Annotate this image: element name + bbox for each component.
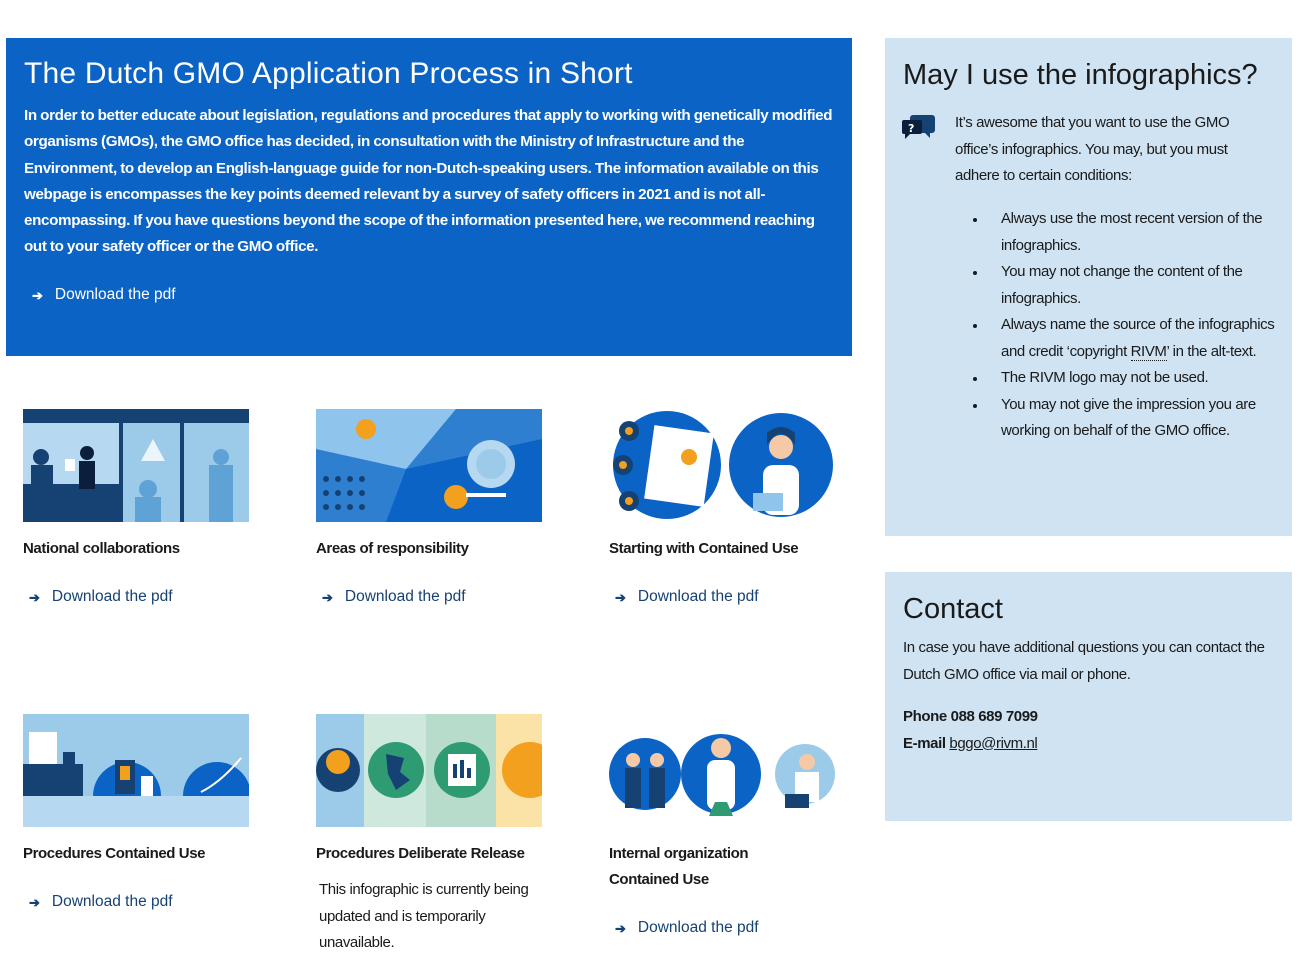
card-caption: Starting with Contained Use xyxy=(609,540,799,557)
infographic-card-starting-contained-use xyxy=(609,409,835,606)
download-label: Download the pdf xyxy=(637,919,759,936)
card-caption: Areas of responsibility xyxy=(316,540,469,557)
card-download-link[interactable] xyxy=(322,588,548,606)
contact-text: In case you have additional questions you can contact the Dutch GMO office via mail or phone. xyxy=(903,639,1265,683)
list-item: • You may not give the impression you are working on behalf of the GMO office. xyxy=(987,392,1287,445)
list-item: • Always use the most recent version of the infographics. xyxy=(987,206,1287,259)
email-link[interactable]: bggo@rivm.nl xyxy=(949,734,1038,752)
chat-question-icon xyxy=(902,113,936,141)
list-item-tail: ’ in the alt-text. xyxy=(1166,342,1257,360)
phone-line xyxy=(903,704,1274,731)
arrow-right-icon: ➔ xyxy=(615,589,626,605)
arrow-right-icon: ➔ xyxy=(615,920,626,936)
arrow-right-icon: ➔ xyxy=(29,894,40,910)
infographic-card-internal-organization xyxy=(609,714,835,937)
procedures-contained-use-thumbnail[interactable] xyxy=(23,714,249,827)
infographics-usage-title: May I use the infographics? xyxy=(903,59,1258,91)
national-collaborations-thumbnail[interactable] xyxy=(23,409,249,522)
intro-text: In order to better educate about legislation, regulations and procedures that apply to working with genetically modified organisms (GMOs), the GMO office has decided, in consultation with the Ministry of Infrastructure and the Environment, to develop an English-language guide for non-Dutch-speaking users. The information available on this webpage is encompasses the key points deemed relevant by a survey of safety officers in 2021 and is not all-encompassing. If you have questions beyond the scope of the information presented here, we recommend reaching out to your safety officer or the GMO office. xyxy=(24,107,833,256)
card-caption: National collaborations xyxy=(23,540,180,557)
infographics-usage-intro: It’s awesome that you want to use the GMO office’s infographics. You may, but you must adhere to certain conditions: xyxy=(955,114,1230,184)
svg-text:?: ? xyxy=(908,122,915,135)
arrow-right-icon: ➔ xyxy=(322,589,333,605)
email-label: E-mail xyxy=(903,734,946,752)
card-caption: Procedures Deliberate Release xyxy=(316,845,525,862)
usage-conditions-list xyxy=(925,206,1287,445)
infographic-card-areas-of-responsibility xyxy=(316,409,542,606)
procedures-deliberate-release-thumbnail[interactable] xyxy=(316,714,542,827)
download-label: Download the pdf xyxy=(54,286,176,303)
contact-title: Contact xyxy=(903,593,1003,625)
internal-organization-thumbnail[interactable] xyxy=(609,714,835,827)
card-caption: Internal organization Contained Use xyxy=(609,845,749,888)
infographics-usage-box xyxy=(885,38,1292,536)
infographic-card-procedures-contained-use xyxy=(23,714,249,911)
contact-details xyxy=(903,704,1274,757)
download-label: Download the pdf xyxy=(637,588,759,605)
list-item-text: Always name the source of the infographics and credit ‘copyright xyxy=(1001,316,1275,360)
areas-of-responsibility-thumbnail[interactable] xyxy=(316,409,542,522)
download-label: Download the pdf xyxy=(51,588,173,605)
hero-download-link[interactable] xyxy=(32,286,176,304)
rivm-abbreviation: RIVM xyxy=(1130,342,1167,360)
card-download-link[interactable] xyxy=(29,588,255,606)
card-caption: Procedures Contained Use xyxy=(23,845,206,862)
unavailable-note: This infographic is currently being updated and is temporarily unavailable. xyxy=(319,881,529,951)
starting-contained-use-thumbnail[interactable] xyxy=(609,409,835,522)
download-label: Download the pdf xyxy=(51,893,173,910)
list-item xyxy=(987,312,1287,365)
card-download-link[interactable] xyxy=(615,919,841,937)
intro-banner xyxy=(6,38,852,356)
card-download-link[interactable] xyxy=(29,893,255,911)
infographic-card-procedures-deliberate-release xyxy=(316,714,542,957)
arrow-right-icon: ➔ xyxy=(29,589,40,605)
arrow-right-icon: ➔ xyxy=(32,287,43,303)
contact-box xyxy=(885,572,1292,821)
phone-number: 088 689 7099 xyxy=(950,708,1038,725)
download-label: Download the pdf xyxy=(344,588,466,605)
card-download-link[interactable] xyxy=(615,588,841,606)
email-line xyxy=(903,731,1274,758)
page-title: The Dutch GMO Application Process in Short xyxy=(24,57,633,90)
list-item: • You may not change the content of the infographics. xyxy=(987,259,1287,312)
phone-label: Phone xyxy=(903,708,947,725)
list-item: • The RIVM logo may not be used. xyxy=(987,365,1287,392)
infographic-card-national-collaborations xyxy=(23,409,249,606)
